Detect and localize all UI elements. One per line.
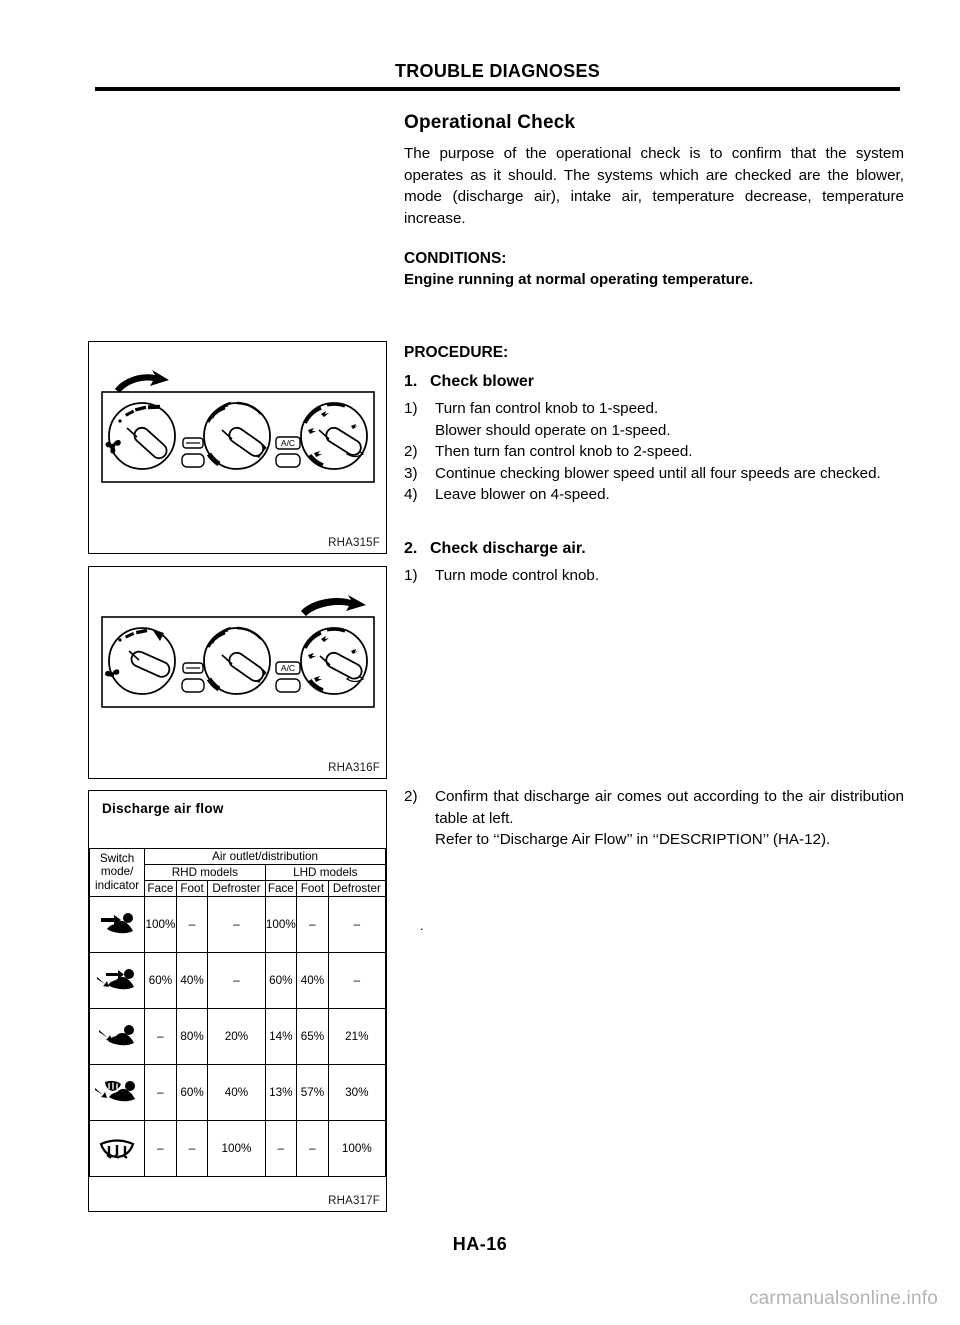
cell-rhd-face: – bbox=[145, 1009, 177, 1065]
cell-rhd-foot: 60% bbox=[176, 1065, 208, 1121]
col-header-rhd-models: RHD models bbox=[145, 865, 265, 881]
cell-lhd-defroster: 100% bbox=[328, 1121, 385, 1177]
fan-control-knob bbox=[105, 628, 175, 694]
cell-lhd-foot: 65% bbox=[297, 1009, 329, 1065]
cell-lhd-face: 14% bbox=[265, 1009, 297, 1065]
stray-dot-mark: . bbox=[420, 918, 424, 933]
mode-control-knob bbox=[301, 403, 367, 469]
conditions-label: CONDITIONS: bbox=[404, 250, 507, 267]
figure-discharge-air-flow-table bbox=[88, 790, 387, 1212]
page-header bbox=[95, 62, 900, 91]
main-content-column bbox=[404, 112, 904, 586]
col-header-lhd-foot: Foot bbox=[297, 881, 329, 897]
page-title: TROUBLE DIAGNOSES bbox=[394, 61, 601, 81]
cell-rhd-defroster: 20% bbox=[208, 1009, 265, 1065]
col-header-air-outlet: Air outlet/distribution bbox=[145, 849, 386, 865]
col-header-lhd-face: Face bbox=[265, 881, 297, 897]
list-marker: 1) bbox=[404, 566, 418, 584]
cell-lhd-foot: 57% bbox=[297, 1065, 329, 1121]
list-item bbox=[404, 441, 904, 463]
cell-lhd-face: 13% bbox=[265, 1065, 297, 1121]
hvac-control-panel-illustration bbox=[89, 342, 386, 553]
cell-rhd-foot: – bbox=[176, 897, 208, 953]
list-item bbox=[404, 398, 904, 441]
fan-control-knob bbox=[106, 403, 175, 469]
step-number: 1. bbox=[404, 373, 418, 390]
list-text: Leave blower on 4-speed. bbox=[435, 486, 610, 503]
table-row bbox=[90, 1009, 386, 1065]
mode-foot-defrost-icon bbox=[90, 1065, 145, 1121]
table-row bbox=[90, 897, 386, 953]
list-marker: 2) bbox=[404, 443, 418, 460]
cell-rhd-defroster: – bbox=[208, 897, 265, 953]
col-header-rhd-defroster: Defroster bbox=[208, 881, 265, 897]
conditions-text: Engine running at normal operating temperature. bbox=[404, 271, 754, 288]
col-header-rhd-face: Face bbox=[145, 881, 177, 897]
figure-hvac-panel-fan-knob bbox=[88, 341, 387, 554]
table-header bbox=[90, 849, 386, 897]
page-number: HA-16 bbox=[452, 1234, 508, 1254]
cell-lhd-defroster: 21% bbox=[328, 1009, 385, 1065]
list-marker: 3) bbox=[404, 464, 418, 482]
list-marker: 4) bbox=[404, 486, 418, 503]
confirm-step-block bbox=[404, 786, 904, 851]
rotation-arrow-icon bbox=[301, 595, 366, 616]
temperature-control-knob bbox=[204, 628, 270, 694]
cell-rhd-foot: 40% bbox=[176, 953, 208, 1009]
mode-control-knob bbox=[301, 628, 367, 694]
list-text-continued: Blower should operate on 1-speed. bbox=[435, 421, 671, 439]
recirculation-button bbox=[182, 663, 204, 692]
col-header-rhd-foot: Foot bbox=[176, 881, 208, 897]
list-item bbox=[404, 565, 904, 587]
mode-defrost-icon bbox=[90, 1121, 145, 1177]
site-watermark: carmanualsonline.info bbox=[748, 1288, 938, 1309]
hvac-control-panel-illustration bbox=[89, 567, 386, 778]
mode-foot-icon bbox=[90, 1009, 145, 1065]
cell-lhd-face: 100% bbox=[265, 897, 297, 953]
step-title: Check discharge air. bbox=[430, 539, 586, 557]
ac-button bbox=[276, 662, 300, 692]
cell-rhd-defroster: 100% bbox=[208, 1121, 265, 1177]
recirculation-button bbox=[182, 438, 204, 467]
list-marker: 1) bbox=[404, 400, 418, 417]
list-text: Confirm that discharge air comes out according to the air distribution table at left. bbox=[435, 788, 904, 827]
cell-rhd-defroster: – bbox=[208, 953, 265, 1009]
col-header-lhd-defroster: Defroster bbox=[328, 881, 385, 897]
list-text: Turn mode control knob. bbox=[435, 566, 600, 584]
cell-rhd-face: – bbox=[145, 1065, 177, 1121]
cell-rhd-foot: 80% bbox=[176, 1009, 208, 1065]
figure-hvac-panel-mode-knob bbox=[88, 566, 387, 779]
list-text: Continue checking blower speed until all four speeds are checked. bbox=[435, 464, 881, 482]
procedure-step-list bbox=[404, 565, 904, 587]
header-rule bbox=[95, 87, 900, 91]
operational-check-section bbox=[404, 112, 904, 288]
list-marker: 2) bbox=[404, 788, 418, 805]
cell-lhd-foot: – bbox=[297, 1121, 329, 1177]
table-row bbox=[90, 1065, 386, 1121]
col-header-lhd-models: LHD models bbox=[265, 865, 385, 881]
discharge-air-flow-table bbox=[89, 848, 386, 1177]
list-item bbox=[404, 463, 904, 485]
procedure-step-list bbox=[404, 398, 904, 506]
table-body bbox=[90, 897, 386, 1177]
figure-code: RHA317F bbox=[328, 1195, 380, 1207]
mode-face-icon bbox=[90, 897, 145, 953]
cell-rhd-defroster: 40% bbox=[208, 1065, 265, 1121]
procedure-heading: PROCEDURE: bbox=[404, 344, 509, 361]
svg-text:A/C: A/C bbox=[280, 438, 296, 448]
table-row bbox=[90, 1121, 386, 1177]
figure-code: RHA316F bbox=[328, 762, 380, 774]
cell-rhd-face: 60% bbox=[145, 953, 177, 1009]
step-number: 2. bbox=[404, 539, 418, 557]
col-header-switch-mode: Switch mode/ indicator bbox=[90, 849, 145, 897]
cell-lhd-face: 60% bbox=[265, 953, 297, 1009]
list-text-continued: Refer to ‘‘Discharge Air Flow’’ in ‘‘DESCRIPTION’’ (HA-12). bbox=[435, 831, 831, 848]
rotation-arrow-icon bbox=[115, 370, 169, 393]
operational-check-paragraph: The purpose of the operational check is to confirm that the system operates as it should. The systems which are checked are the blower, mode (discharge air), intake air, temperature decrease, temperature increase. bbox=[404, 145, 904, 227]
table-title: Discharge air flow bbox=[102, 801, 224, 816]
cell-lhd-defroster: – bbox=[328, 897, 385, 953]
cell-lhd-foot: – bbox=[297, 897, 329, 953]
cell-lhd-face: – bbox=[265, 1121, 297, 1177]
cell-rhd-foot: – bbox=[176, 1121, 208, 1177]
mode-bilevel-icon bbox=[90, 953, 145, 1009]
list-text: Then turn fan control knob to 2-speed. bbox=[435, 443, 693, 460]
figure-code: RHA315F bbox=[328, 537, 380, 549]
ac-button bbox=[276, 437, 300, 467]
operational-check-heading: Operational Check bbox=[404, 112, 576, 133]
table-row bbox=[90, 953, 386, 1009]
cell-rhd-face: 100% bbox=[145, 897, 177, 953]
temperature-control-knob bbox=[204, 403, 270, 469]
cell-lhd-foot: 40% bbox=[297, 953, 329, 1009]
cell-lhd-defroster: 30% bbox=[328, 1065, 385, 1121]
list-item bbox=[404, 484, 904, 506]
procedure-section bbox=[404, 344, 904, 586]
procedure-step-title bbox=[404, 540, 904, 558]
procedure-step-title bbox=[404, 373, 904, 391]
step-title: Check blower bbox=[430, 373, 535, 390]
list-text: Turn fan control knob to 1-speed. bbox=[435, 400, 659, 417]
cell-lhd-defroster: – bbox=[328, 953, 385, 1009]
list-item bbox=[404, 786, 904, 851]
cell-rhd-face: – bbox=[145, 1121, 177, 1177]
svg-text:A/C: A/C bbox=[280, 663, 296, 673]
